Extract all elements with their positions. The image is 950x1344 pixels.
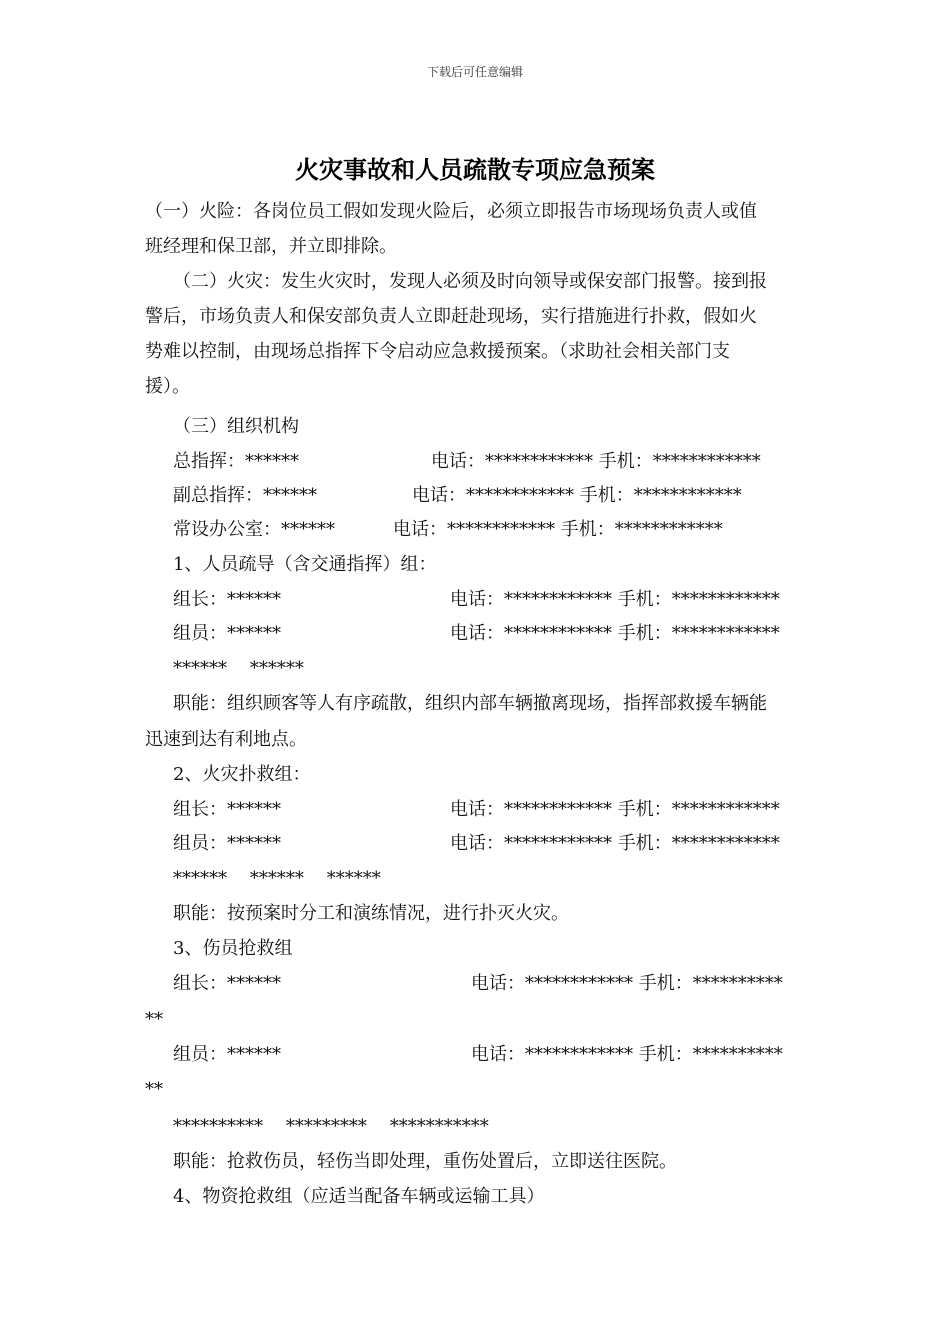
paragraph-fire-risk-line-2: 班经理和保卫部，并立即排除。 [145, 236, 397, 257]
header-note: 下载后可任意编辑 [426, 65, 523, 79]
group-3-leader-contact: 电话：************ 手机：********** [471, 973, 783, 994]
office-row [173, 518, 843, 542]
paragraph-fire-line-3: 势难以控制，由现场总指挥下令启动应急救援预案。（求助社会相关部门支 [145, 341, 730, 362]
group-1-member-row [173, 622, 843, 646]
group-1-leader-label: 组长：****** [173, 589, 281, 610]
paragraph-fire-line-4: 援）。 [145, 376, 190, 397]
group-4-heading: 4、物资抢救组（应适当配备车辆或运输工具） [173, 1186, 545, 1207]
paragraph-fire-line-1: （二）火灾：发生火灾时，发现人必须及时向领导或保安部门报警。接到报 [173, 271, 767, 292]
group-1-leader-row [173, 588, 843, 612]
vice-commander-contact: 电话：************ 手机：************ [412, 485, 742, 506]
group-2-member-row [173, 832, 843, 856]
group-2-heading: 2、火灾扑救组： [173, 764, 311, 785]
org-heading: （三）组织机构 [173, 416, 299, 437]
group-2-leader-contact: 电话：************ 手机：************ [450, 799, 780, 820]
group-3-member-wrap: ** [145, 1079, 163, 1100]
paragraph-fire-line-2: 警后，市场负责人和保安部负责人立即赶赴现场，实行措施进行扑救，假如火 [145, 306, 757, 327]
group-3-leader-label: 组长：****** [173, 973, 281, 994]
group-1-duty-line-1: 职能：组织顾客等人有序疏散，组织内部车辆撤离现场，指挥部救援车辆能 [173, 693, 767, 714]
vice-commander-row [173, 484, 843, 508]
group-1-duty-line-2: 迅速到达有利地点。 [145, 729, 307, 750]
group-2-leader-row [173, 798, 843, 822]
office-contact: 电话：************ 手机：************ [393, 519, 723, 540]
group-2-leader-label: 组长：****** [173, 799, 281, 820]
group-2-duty: 职能：按预案时分工和演练情况，进行扑灭火灾。 [173, 903, 569, 924]
group-3-member-contact: 电话：************ 手机：********** [471, 1044, 783, 1065]
commander-row [173, 450, 843, 474]
vice-commander-label: 副总指挥：****** [173, 485, 317, 506]
document-title: 火灾事故和人员疏散专项应急预案 [295, 155, 655, 184]
group-3-duty: 职能：抢救伤员，轻伤当即处理，重伤处置后，立即送往医院。 [173, 1151, 677, 1172]
group-2-member-contact: 电话：************ 手机：************ [450, 833, 780, 854]
group-1-member-contact: 电话：************ 手机：************ [450, 623, 780, 644]
commander-label: 总指挥：****** [173, 451, 299, 472]
group-1-heading: 1、人员疏导（含交通指挥）组： [173, 554, 437, 575]
group-3-member-row [173, 1043, 843, 1067]
group-1-leader-contact: 电话：************ 手机：************ [450, 589, 780, 610]
group-3-leader-wrap: ** [145, 1009, 163, 1030]
group-3-member-label: 组员：****** [173, 1044, 281, 1065]
group-1-extra-members: ****** ****** [173, 658, 304, 679]
commander-contact: 电话：************ 手机：************ [431, 451, 761, 472]
group-2-member-label: 组员：****** [173, 833, 281, 854]
group-3-extra-members: ********** ********* *********** [173, 1116, 489, 1137]
group-3-heading: 3、伤员抢救组 [173, 938, 293, 959]
group-3-leader-row [173, 972, 843, 996]
paragraph-fire-risk-line-1: （一）火险：各岗位员工假如发现火险后，必须立即报告市场现场负责人或值 [145, 201, 757, 222]
office-label: 常设办公室：****** [173, 519, 335, 540]
group-2-extra-members: ****** ****** ****** [173, 868, 381, 889]
group-1-member-label: 组员：****** [173, 623, 281, 644]
